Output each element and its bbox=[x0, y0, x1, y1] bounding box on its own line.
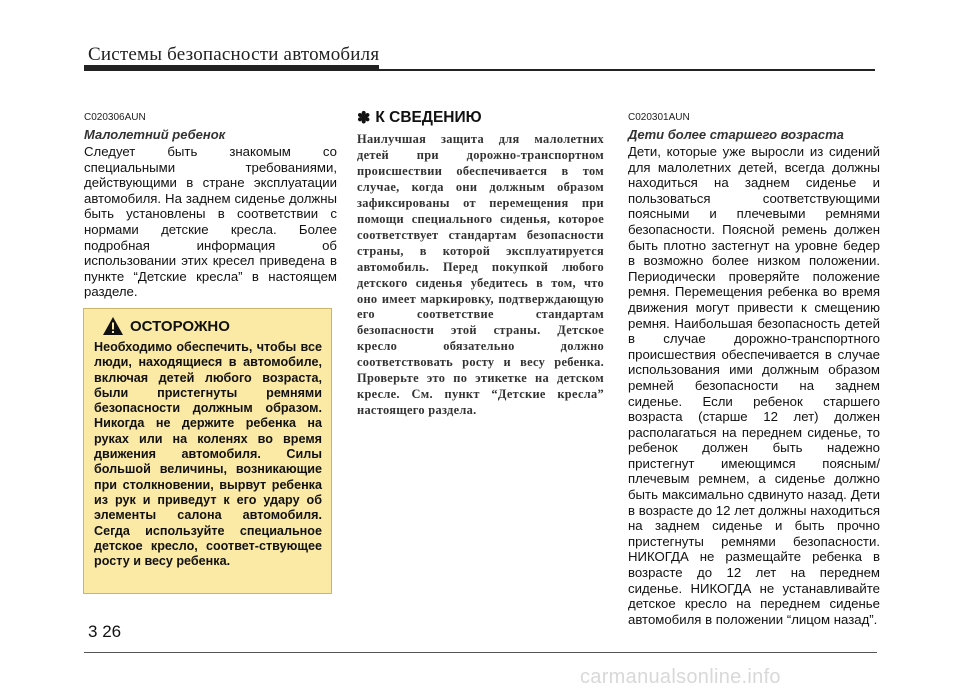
left-column bbox=[84, 112, 337, 300]
page-number-value: 26 bbox=[102, 622, 122, 641]
page-number bbox=[88, 622, 121, 642]
section-number: 3 bbox=[88, 622, 98, 641]
header-rule-thin bbox=[379, 69, 875, 71]
section-subheading: Дети более старшего возраста bbox=[628, 127, 844, 142]
watermark: carmanualsonline.info bbox=[580, 666, 781, 688]
warning-header bbox=[102, 316, 322, 336]
right-column bbox=[628, 112, 880, 627]
header-rule-thick bbox=[84, 65, 379, 71]
section-body-text: Следует быть знакомым со специальными требованиями, действующими в стране эксплуатации автомобиля. На заднем сиденье должны быть установлены в соответствии с нормами детские кресла. Более подробная информация об использовании этих кресел приведена в пункте “Детские кресла” в настоящем разделе. bbox=[84, 144, 337, 300]
section-body-text: Дети, которые уже выросли из сидений для малолетних детей, всегда должны находиться на заднем сиденье и пользоваться соответствующими поясными и плечевыми ремнями безопасности. Поясной ремень должен быть плотно застегнут на уровне бедер в возможно более низком положении. Периодически проверяйте положение ремня. Перемещения ребенка во время движения могут привести к смещению ремня. Наибольшая безопасность детей в случае дорожно-транспортного происшествия обеспечивается в случае использования ими должным образом ремней безопасности на заднем сиденье. Если ребенок старшего возраста (старше 12 лет) должен располагаться на переднем сиденье, то ребенок должен быть надежно пристегнут имеющимся поясным/плечевым ремнем, а сиденье должно быть максимально сдвинуто назад. Дети в возрасте до 12 лет должны находиться на заднем сиденье и быть прочно пристегнуты ремнями безопасности. НИКОГДА не размещайте ребенка в возрасте до 12 лет на переднем сиденье. НИКОГДА не устанавливайте детское кресло на переднем сиденье автомобиля в положении “лицом назад”. bbox=[628, 144, 880, 627]
section-code: C020301AUN bbox=[628, 112, 690, 123]
warning-box bbox=[83, 308, 332, 594]
section-subheading: Малолетний ребенок bbox=[84, 127, 226, 142]
info-title: К СВЕДЕНИЮ bbox=[375, 109, 482, 126]
warning-triangle-icon bbox=[102, 316, 124, 336]
warning-body-text: Необходимо обеспечить, чтобы все люди, находящиеся в автомобиле, включая детей любого возраста, были пристегнуты ремнями безопасности должным образом. Никогда не держите ребенка на руках или на коленях во время движения автомобиля. Силы большой величины, возникающие при столкновении, вырвут ребенка из рук и приведут к его удару об элементы салона автомобиля. Сегда используйте специальное детское кресло, соответ-ствующее росту и весу ребенка. bbox=[94, 340, 322, 569]
info-star-icon: ✽ bbox=[357, 110, 371, 127]
section-code: C020306AUN bbox=[84, 112, 146, 123]
page-header-title: Системы безопасности автомобиля bbox=[88, 44, 380, 65]
footer-rule bbox=[84, 652, 877, 653]
middle-column bbox=[357, 108, 604, 419]
info-header bbox=[357, 108, 604, 128]
info-body-text: Наилучшая защита для малолетних детей при дорожно-транспортном происшествии обеспечивается в том случае, когда они должным образом зафиксированы от перемещения при помощи специального сиденья, которое соответствует стандартам безопасности страны, в которой эксплуатируется автомобиль. Перед покупкой любого детского сиденья убедитесь в том, что оно имеет маркировку, подтверждающую его соответствие стандартам безопасности этой страны. Детское кресло обязательно должно соответствовать росту и весу ребенка. Проверьте это по этикетке на детском кресле. См. пункт “Детские кресла” настоящего раздела. bbox=[357, 132, 604, 418]
warning-label: ОСТОРОЖНО bbox=[130, 317, 230, 335]
